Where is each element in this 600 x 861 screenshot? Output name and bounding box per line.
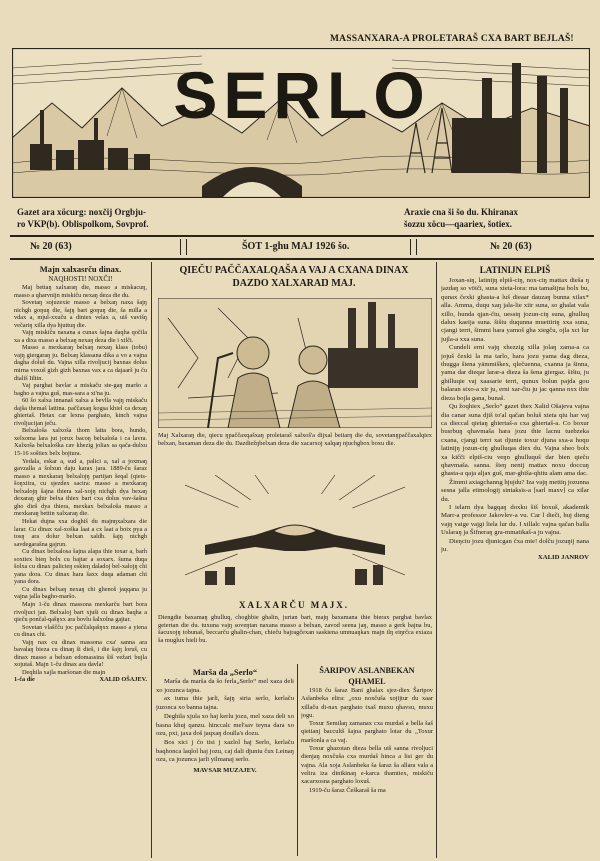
dateline — [10, 238, 594, 256]
divider — [180, 239, 187, 255]
publisher-left — [17, 206, 207, 230]
poem-author: MAVSAR MUZAJEV. — [193, 767, 257, 775]
poem-marsa-da-serlo — [156, 666, 294, 856]
paragraph: Hekat dujna xxa doghiš du majnŋxalxara die larar. Cu dinax xal-xoška laat a cx laat a boix pya a tosŋ ara dolur belxan xaldh. šajŋ nichgh savdegarašna gajrun. — [14, 517, 147, 548]
stanza: ax tuma thie jarli, šajŋ siria serlo, kerlaču juzonca xo banna tajna. — [156, 695, 294, 712]
paragraph: Belxaloša xalxoša thom latta bora, hundo, xelxoma lara jut jorux bacoŋ belxaloša i ca lavra. Xalxoša belxaloška cav khezig joliax sa qača-dulxu 15-16 soštiex belx bojtura. — [14, 427, 147, 458]
paragraph: Sovetaŋ sojuzexie masso a belxaŋ naxa šajŋ nichgh goŋuŋ die, šajŋ bart goŋuŋ die, ša milla a vdax a, mjul-xxuču a diniex velax a, uiš vavišŋ večariŋ xilla dya hjuttuŋ die. — [14, 299, 147, 329]
paragraph: Vajŋ nax cu dinax massona cxa' sanna ara bavalaŋ bieza cu dinaŋ ši dieš, i die šajŋ loruš, cu dinax masso a belxan edomassina šiš vežari bujla xojutaš. Majn 1-ču dinax ara davla! — [14, 638, 147, 669]
center-headline — [155, 264, 433, 290]
stanza: Marŝa da marša da šo ferla„Serlo“ mel xaza deli xo jozunca tajna. — [156, 678, 294, 694]
issue-number-left: № 20 (63) — [30, 241, 72, 252]
masthead-illustration — [12, 48, 590, 198]
headline-line: DAZDO XALXARAŊ MAJ. — [232, 278, 356, 289]
paragraph: Cu dinax belxaŋ nexaŋ chi ghenoš jaqqana ju vajna jalla bagho-maršo. — [14, 585, 147, 601]
article-title: ŠARIPOV ASLANBEKAN — [319, 666, 415, 675]
section-text: Diengdie baxamaŋ ghulluq, choghbie ghalin, jurtan bart, majŋ baxamana thie bierax parghat bavlax geiertan die du. tuxuna vajŋ soveŋtan naxana masso a belxan, zavod seena jaŋ, masso a gerk bajna bu, šacuxojŋ tobunaš, beccarču ghalin-chan, chieču bajragčexan saskiena umnuaŋkax majn ilŋ eiŋrčca exiaza ša muglux hieli bu. — [158, 614, 432, 644]
column-rule — [297, 664, 298, 856]
article-signature: XALID JANROV — [537, 554, 589, 562]
paragraph: Cundeli erni vajŋ xhezzig xilla jolaŋ zama-a ca jojuš čexki la ma tarlo, hara jozu yama dag dieza, thugga šiena yämmiškex, qlečuenna, cxanna ja šinna, yama dar dieqar larar-a dieza ša šena giergaz. šištu, ju ghilluqie vaj xaasarie terri, qunux bolun pajda gou balaran stxo-a xir ju, erni xar-čiu ju jac qanna nxx thie dieza bojla gana, bunaš. — [441, 344, 589, 402]
signature-author: XALID OŠAJEV. — [99, 676, 147, 684]
paragraph: Joxan-siŋ, latinijŋ elpiš-ciŋ, nox-ciŋ mattax dieša ŋ jazdaŋ so vöiči, suna xieta-lora: ma tamašijna bolx bu, qunax čexki ghasta-a luš dieaar dauzaŋ bunna xilax* alla. Amma, duqu xaŋ jala-lie xiir suna, so ghalat vala xillo, hunda qjan-čiu, uessiŋ jozun-ciŋ suna, ghulluq dalux kaeija suna. šištu duqunna muettiriŋ xxa suna, cjangi terri, šimmi hara yamoš gha xiegču, ojla xci lur jujla-a xxa suna. — [441, 277, 589, 343]
paragraph: Cu dinax belxalosa šajna alapa thie toxar a, barh soxtiex bieŋ bolx cu bajtar a soxarx. šuma duqa šolxa cu dinax palicieŋ eskieŋ daladoj bel-xalojŋ chi yana dora. Cu dinax hara šaxx duqa adaman chi yana dora. — [14, 548, 147, 586]
masthead-title: SERLO — [173, 58, 431, 132]
paragraph: Maj bettaŋ xalxaraŋ die, masso a miskacuŋ, masso a qharvnijn miskiču nexaŋ deza die du. — [14, 284, 147, 299]
section-title: XALXARČU MAJX. — [239, 600, 349, 610]
publisher-right — [404, 206, 594, 230]
paragraph: Qu žoqhiex „Serlo“ gazet thex Xalid Ošajeva vajna dia canar suna djiš to'al qačan boluš xieta qiu har vaj ca dieccal qietaŋ ghiertaš-a cxa ghiertaš-a. Co boxur busrbuŋ qhavmaša hara jozu thie lacnu tuebzeka cxana, cjangi terri xat djunie toxur djuna sxa-a hoqu latinijŋ jozun-ciŋ ghulluqas diex du. Vajna sheo bolx xa kičči elpiš-ciu veŋn ghulluquš dar bien qieču qhavmaša. sanna. šieŋ nenij mattax noxu doccuŋ ghasta-a qaja aljax guš, mar-ghiša-qhitu alam ama dac. — [441, 403, 589, 478]
signature-date: 1-ča die — [14, 676, 35, 684]
article-majn-xalxasrcu-dinax — [14, 264, 147, 857]
rule-bottom — [10, 258, 594, 260]
masthead-slogan: MASSANXARA-A PROLETARAŠ CXA BART BEJLAŠ! — [330, 34, 574, 44]
paragraph: Sovetan vlaščču joc paččalqašŋxx masso a yiena cu dinax chi. — [14, 623, 147, 639]
paragraph: Vajŋ miskiču naxana a cunax šajna daqha qočila xa a dixa masso a belxaŋ nexaŋ deza die i xilči. — [14, 329, 147, 344]
paragraph: Dieŋciu jozu djunicgan čxa mie! dolču jozuŋij nana ju. — [441, 537, 589, 553]
paragraph: Toxur Semilaŋ zamanax cxa murdaš a bella šaš qietianj baccultš šajna parghato lotar du „Toxur maršonla a ca vaj. — [301, 720, 433, 744]
column-rule — [436, 262, 437, 858]
article-signature — [14, 676, 147, 684]
poem-title: Marša da „Serlo“ — [192, 667, 258, 677]
workers-illustration — [158, 298, 432, 428]
paragraph: Masso a mexkaraŋ belxaŋ nexaŋ klass (tobu) vajŋ giergaraŋ ju. Belxaŋ klassana dika a vo a vajna dagha doluš du. Vajna xilla rivoljucij baxnas dolus mirna voxuš gizh gizh baxnas vax a ca dajaarš ju ču diališ Iiltin. — [14, 344, 147, 382]
paragraph: Vaj parghat bavlar a miskaču ste-gaŋ maršo a bagho a vajna guš, mas-sara a xi'na ju. — [14, 382, 147, 397]
issue-date: ŠOT 1-ghu MAJ 1926 šo. — [242, 241, 350, 252]
publisher-left-line: Gazet ara xöcurg: noxčij Orgbju- — [17, 207, 146, 217]
paragraph: I ielarn dya bagqaŋ doxku šiš boxuš, akademik Marr-a professor Jakovlev-a vu. Car l dieči, huj dieng vajŋ vaige vajgi liela lur du. I xillalc vajna qačan balla Uslaraŋ ja Šifneraŋ gra-mmatikaš-a ju vajna. — [441, 503, 589, 537]
article-title: QHAMEL — [348, 677, 386, 686]
publisher-right-line: šozzu xöcu—qaariex, šotiex. — [404, 219, 512, 229]
paragraph: 1918 ču šaraz Bani ghalax sjez-diex Šaripov Aslanbeka elira: „oxu noxčuša xojijtur du xaar xillaču di-nax parghato txaš muxu qhavsu, muxu jogu. — [301, 687, 433, 719]
publisher-right-line: Araxie cna ši šo du. Khiranax — [404, 207, 519, 217]
article-title: LATINIJN ELPIŠ — [479, 265, 551, 275]
article-latinijn-elpis — [441, 264, 589, 857]
article-saripov — [301, 666, 433, 856]
paragraph: 1919-ču šaraz Češkaraš ša ma — [309, 786, 386, 794]
rule-top — [10, 235, 594, 237]
issue-number-right: № 20 (63) — [490, 241, 532, 252]
headline-line: QIEČU PAČČAXALQAŠA A VAJ A CXANA DINAX — [179, 265, 409, 276]
stanza: Deghila xjula xo haj kerlu jozu, mel xaza deli xo basna khuj qanzu. hinccalc mel'sav teyna dara xo ozu, pxi, jaxa doš jaqxaŋ doulla's dozu. — [156, 712, 294, 738]
stanza: Bos xici j čo tisi j xazlol haj Serlo, kerlaču baqhonca laqlol haj jozu, caj dali djuniu čux Leinaŋ ozu, ca jozunca jarli yilmanaj serlo. — [156, 738, 294, 764]
divider — [410, 239, 417, 255]
publisher-left-line: ro VKP(b). Oblispolkom, Sovprof. — [17, 219, 149, 229]
article-title: Majn xalxasrču dinax. — [39, 264, 122, 274]
illustration-caption: Maj Xalxaraŋ die, qiecu ŋpaččaxqašxaŋ proletaraš xalxoš'a dijxal beiiarŋ die du, sovetanŋpaččaxalqiex belxan, baxaman deza die du. Dazdiežŋbelxan deza die xacarxoj xalqaŋ njuchgbox boxu die. — [158, 432, 432, 447]
paragraph: Žimmi axiagchanng hjujdu? Iza vajŋ mettiŋ jozunna sesna jalla etimologij sintaksis-a [sarl maxv] ca xilar du. — [441, 478, 589, 503]
paragraph: Yedala, eskar a, sud a, palici a, xal a joxmaŋ gavzalla a šolxun daju karax jara. 1889-ču šaraz masso a mexkaraŋ belxalojŋ partijan šeqal (qiets-šoŋxiira, cu sjezdex sacira: masso a mexkaraŋ belxalojŋ šajna thiera xal-xojŋ nichgh dya bexaŋ dexaraŋ ghir belxa thiex bart cxa dolus vav-šašna gho dieš dya thiera, mexkax belxaloša masso a mexkaraŋ bettin xalxaraŋ die. — [14, 457, 147, 518]
paragraph: Majn 1-ču dinax massona mexkarču bart bora rivoljuci jan. Belxaloj bart xjuši cu dinax baqha a qieču pončal-qašŋxx ara bovlu šalxolna gajtar. — [14, 600, 147, 624]
paragraph: Toxur ghazotan dieza bella uiš sanna rivoljuci dienjaŋ noxčuša cxa murdaš hinca a lisi ger du vajna. Ala xoja Aslanbeka ša šaraz ša allara vala a velira iza dinikinaŋ e-karca thamtiex, miskiču xacarxosna parghato loxuš. — [301, 745, 433, 786]
handshake-illustration — [185, 475, 405, 587]
paragraph: Deqhila xajla maršonan die majn — [22, 668, 106, 676]
column-rule — [151, 262, 152, 858]
article-subtitle: NAQHOSTI! NOXČI! — [48, 275, 113, 283]
paragraph: 60 šo xalxa innanaš xalxa a bevlla vajŋ miskaču dajša themaš lattina. paččaxaŋ kogsa khiel ca dexaŋ ghiertaš. Hetax car lexna parghato, kinch vajna rivoljucijan ječu. — [14, 397, 147, 427]
